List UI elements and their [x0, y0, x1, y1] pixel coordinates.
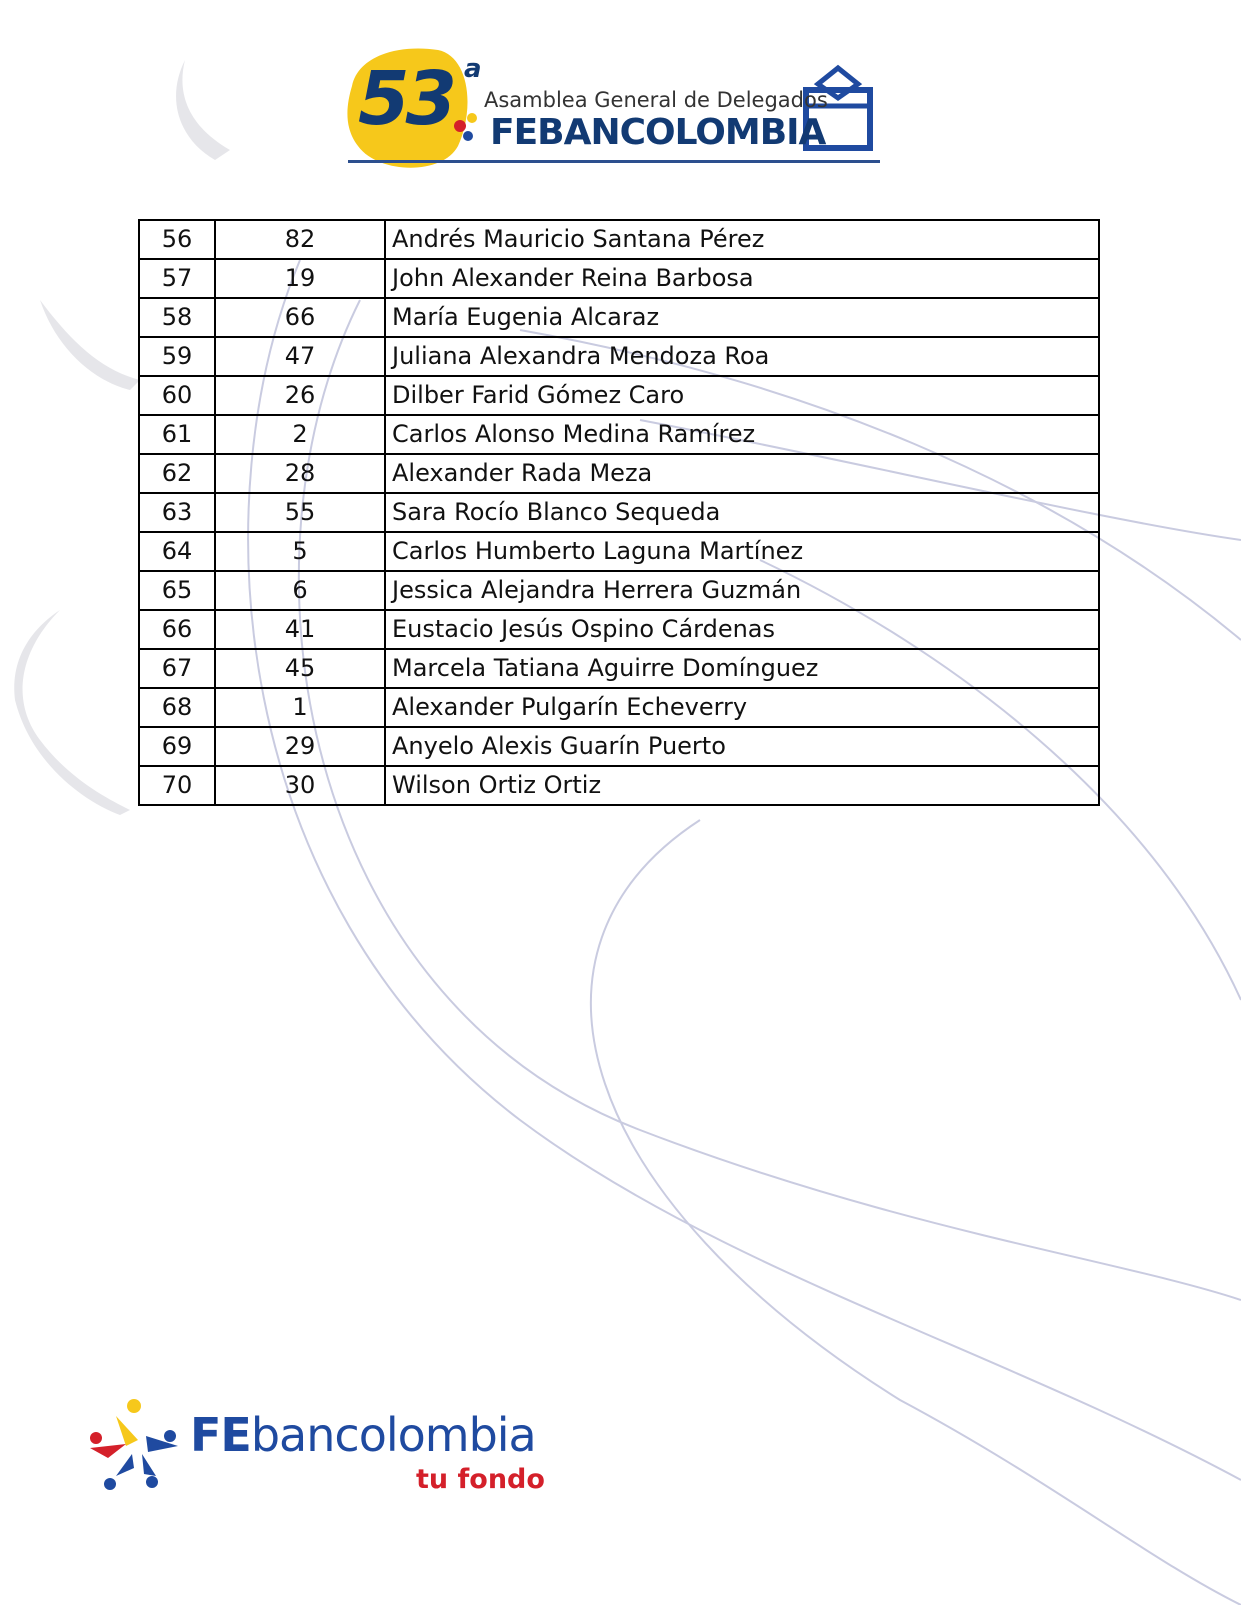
table-row — [139, 766, 1099, 805]
row-name: Marcela Tatiana Aguirre Domínguez — [385, 649, 1099, 688]
row-code: 55 — [215, 493, 385, 532]
table-row — [139, 337, 1099, 376]
row-code: 82 — [215, 220, 385, 259]
edition-suffix: a — [464, 54, 482, 84]
row-code: 47 — [215, 337, 385, 376]
row-code: 41 — [215, 610, 385, 649]
logo-underline — [348, 160, 880, 163]
row-code: 29 — [215, 727, 385, 766]
table-row — [139, 376, 1099, 415]
row-name: Anyelo Alexis Guarín Puerto — [385, 727, 1099, 766]
table-row — [139, 415, 1099, 454]
footer-tagline: tu fondo — [416, 1464, 545, 1495]
row-number: 68 — [139, 688, 215, 727]
row-code: 2 — [215, 415, 385, 454]
table-row — [139, 454, 1099, 493]
row-name: Wilson Ortiz Ortiz — [385, 766, 1099, 805]
row-code: 66 — [215, 298, 385, 337]
row-name: Juliana Alexandra Mendoza Roa — [385, 337, 1099, 376]
row-name: Jessica Alejandra Herrera Guzmán — [385, 571, 1099, 610]
row-code: 6 — [215, 571, 385, 610]
table-row — [139, 727, 1099, 766]
row-number: 62 — [139, 454, 215, 493]
edition-number: 53 — [358, 56, 453, 142]
row-code: 30 — [215, 766, 385, 805]
row-number: 56 — [139, 220, 215, 259]
table-row — [139, 571, 1099, 610]
row-number: 70 — [139, 766, 215, 805]
row-code: 28 — [215, 454, 385, 493]
row-number: 67 — [139, 649, 215, 688]
table-row — [139, 493, 1099, 532]
row-name: Eustacio Jesús Ospino Cárdenas — [385, 610, 1099, 649]
table-row — [139, 688, 1099, 727]
row-code: 5 — [215, 532, 385, 571]
row-name: Carlos Alonso Medina Ramírez — [385, 415, 1099, 454]
row-name: Alexander Rada Meza — [385, 454, 1099, 493]
assembly-subtitle: Asamblea General de Delegados — [484, 88, 828, 112]
row-number: 61 — [139, 415, 215, 454]
row-number: 60 — [139, 376, 215, 415]
footer-brand: FEbancolombia — [190, 1408, 536, 1462]
row-code: 1 — [215, 688, 385, 727]
assembly-logo — [338, 36, 898, 176]
row-number: 58 — [139, 298, 215, 337]
row-name: Carlos Humberto Laguna Martínez — [385, 532, 1099, 571]
star-people-icon — [86, 1396, 186, 1496]
table-row — [139, 610, 1099, 649]
table-row — [139, 298, 1099, 337]
row-number: 57 — [139, 259, 215, 298]
assembly-brand: FEBANCOLOMBIA — [490, 112, 826, 153]
row-name: Dilber Farid Gómez Caro — [385, 376, 1099, 415]
row-number: 64 — [139, 532, 215, 571]
row-name: John Alexander Reina Barbosa — [385, 259, 1099, 298]
row-name: María Eugenia Alcaraz — [385, 298, 1099, 337]
row-name: Sara Rocío Blanco Sequeda — [385, 493, 1099, 532]
row-code: 45 — [215, 649, 385, 688]
table-row — [139, 532, 1099, 571]
row-code: 26 — [215, 376, 385, 415]
row-name: Alexander Pulgarín Echeverry — [385, 688, 1099, 727]
row-number: 65 — [139, 571, 215, 610]
table-row — [139, 259, 1099, 298]
row-number: 59 — [139, 337, 215, 376]
delegates-table — [138, 219, 1100, 806]
table-row — [139, 220, 1099, 259]
row-code: 19 — [215, 259, 385, 298]
row-number: 63 — [139, 493, 215, 532]
febancolombia-logo — [86, 1396, 546, 1506]
row-name: Andrés Mauricio Santana Pérez — [385, 220, 1099, 259]
row-number: 66 — [139, 610, 215, 649]
table-row — [139, 649, 1099, 688]
row-number: 69 — [139, 727, 215, 766]
